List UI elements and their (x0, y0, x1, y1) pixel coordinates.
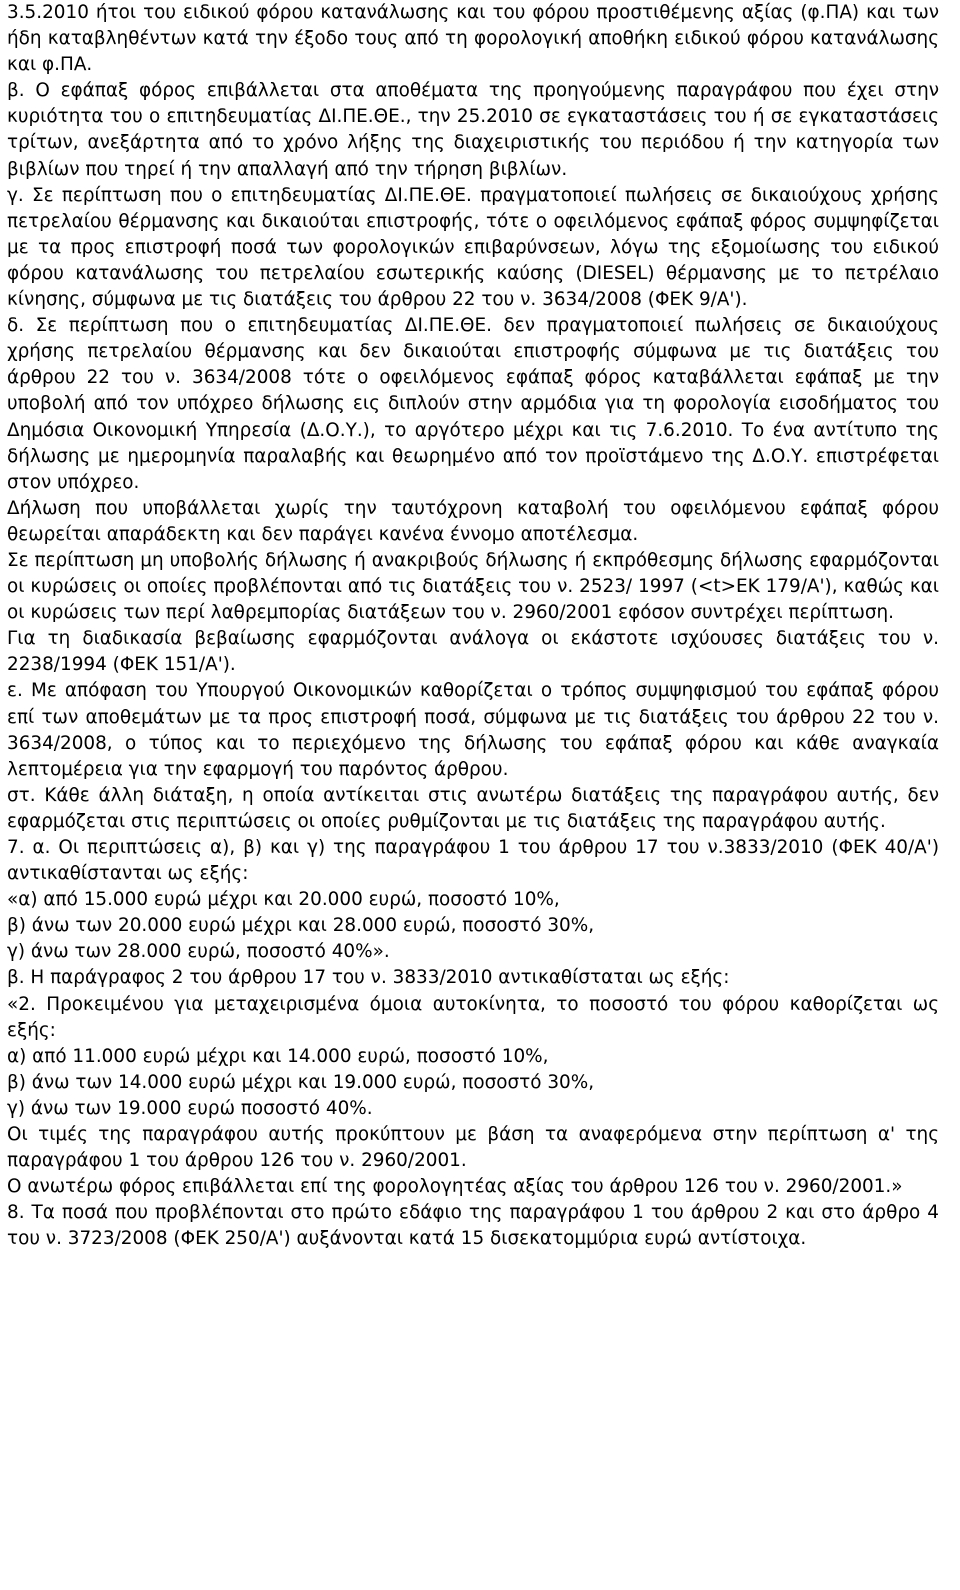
list-item-7b-b: β) άνω των 14.000 ευρώ μέχρι και 19.000 ευρώ, ποσοστό 30%, (7, 1071, 595, 1093)
paragraph-8: 8. Τα ποσά που προβλέπονται στο πρώτο εδάφιο της παραγράφου 1 του άρθρου 2 και στο άρθρο 4 του ν. 3723/2008 (ΦΕΚ 250/Α') αυξάνονται κατά 15 δισεκατομμύρια ευρώ αντίστοιχα. (7, 1202, 939, 1250)
list-item-7a-a: «α) από 15.000 ευρώ μέχρι και 20.000 ευρώ, ποσοστό 10%, (7, 889, 560, 911)
paragraph-e: ε. Με απόφαση του Υπουργού Οικονομικών καθορίζεται ο τρόπος συμψηφισμού του εφάπαξ φόρου επί των αποθεμάτων με τα προς επιστροφή ποσά, σύμφωνα με τις διατάξεις του άρθρου 22 του ν. 3634/2008, ο τύπος και το περιεχόμενο της δήλωσης του εφάπαξ φόρου και κάθε αναγκαία λεπτομέρεια για την εφαρμογή του παρόντος άρθρου. (7, 680, 939, 780)
paragraph-sanctions: Σε περίπτωση μη υποβολής δήλωσης ή ανακριβούς δήλωσης ή εκπρόθεσμης δήλωσης εφαρμόζονται οι κυρώσεις οι οποίες προβλέπονται από τις διατάξεις του ν. 2523/ 1997 (<t>ΕΚ 179/Α'), καθώς και οι κυρώσεις των περί λαθρεμπορίας διατάξεων του ν. 2960/2001 εφόσον συντρέχει περίπτωση. (7, 549, 939, 624)
list-item-7b-c: γ) άνω των 19.000 ευρώ ποσοστό 40%. (7, 1097, 373, 1119)
paragraph-st: στ. Κάθε άλλη διάταξη, η οποία αντίκειται στις ανωτέρω διατάξεις της παραγράφου αυτής, δεν εφαρμόζεται στις περιπτώσεις οι οποίες ρυθμίζονται με τις διατάξεις της παραγράφου αυτής. (7, 784, 939, 832)
list-item-7b-a: α) από 11.000 ευρώ μέχρι και 14.000 ευρώ, ποσοστό 10%, (7, 1045, 549, 1067)
paragraph-prices: Οι τιμές της παραγράφου αυτής προκύπτουν με βάση τα αναφερόμενα στην περίπτωση α' της παραγράφου 1 του άρθρου 126 του ν. 2960/2001. (7, 1124, 939, 1172)
paragraph-tax-base: Ο ανωτέρω φόρος επιβάλλεται επί της φορολογητέας αξίας του άρθρου 126 του ν. 2960/2001.» (7, 1176, 903, 1198)
paragraph-continuation: 3.5.2010 ήτοι του ειδικού φόρου κατανάλωσης και του φόρου προστιθέμενης αξίας (φ.ΠΑ) και των ήδη καταβληθέντων κατά την έξοδο τους από τη φορολογική αποθήκη ειδικού φόρου κατανάλωσης και φ.ΠΑ. (7, 2, 939, 76)
paragraph-7b-2: «2. Προκειμένου για μεταχειρισμένα όμοια αυτοκίνητα, το ποσοστό του φόρου καθορίζεται ως εξής: (7, 993, 939, 1041)
paragraph-procedure: Για τη διαδικασία βεβαίωσης εφαρμόζονται ανάλογα οι εκάστοτε ισχύουσες διατάξεις του ν. 2238/1994 (ΦΕΚ 151/Α'). (7, 628, 939, 676)
paragraph-declaration: Δήλωση που υποβάλλεται χωρίς την ταυτόχρονη καταβολή του οφειλόμενου εφάπαξ φόρου θεωρείται απαράδεκτη και δεν παράγει κανένα έννομο αποτέλεσμα. (7, 497, 939, 545)
paragraph-7a: 7. α. Οι περιπτώσεις α), β) και γ) της παραγράφου 1 του άρθρου 17 του ν.3833/2010 (ΦΕΚ 40/Α') αντικαθίστανται ως εξής: (7, 837, 939, 885)
paragraph-c: γ. Σε περίπτωση που ο επιτηδευματίας ΔΙ.ΠΕ.ΘΕ. πραγματοποιεί πωλήσεις σε δικαιούχους χρήσης πετρελαίου θέρμανσης και δικαιούται επιστροφής, τότε ο οφειλόμενος εφάπαξ φόρος συμψηφίζεται με τα προς επιστροφή ποσά των φορολογικών επιβαρύνσεων, λόγω της εξομοίωσης του ειδικού φόρου κατανάλωσης του πετρελαίου εσωτερικής καύσης (DIESEL) θέρμανσης με το πετρέλαιο κίνησης, σύμφωνα με τις διατάξεις του άρθρου 22 του ν. 3634/2008 (ΦΕΚ 9/Α'). (7, 184, 939, 311)
paragraph-7b: β. Η παράγραφος 2 του άρθρου 17 του ν. 3833/2010 αντικαθίσταται ως εξής: (7, 967, 730, 989)
list-item-7a-b: β) άνω των 20.000 ευρώ μέχρι και 28.000 ευρώ, ποσοστό 30%, (7, 915, 595, 937)
paragraph-b: β. Ο εφάπαξ φόρος επιβάλλεται στα αποθέματα της προηγούμενης παραγράφου που έχει στην κυριότητα του ο επιτηδευματίας ΔΙ.ΠΕ.ΘΕ., την 25.2010 σε εγκαταστάσεις του ή σε εγκαταστάσεις τρίτων, ανεξάρτητα από το χρόνο λήξης της διαχειριστικής του περιόδου ή την κατηγορία των βιβλίων που τηρεί ή την απαλλαγή από την τήρηση βιβλίων. (7, 80, 939, 180)
list-item-7a-c: γ) άνω των 28.000 ευρώ, ποσοστό 40%». (7, 941, 390, 963)
paragraph-d: δ. Σε περίπτωση που ο επιτηδευματίας ΔΙ.ΠΕ.ΘΕ. δεν πραγματοποιεί πωλήσεις σε δικαιούχους χρήσης πετρελαίου θέρμανσης και δεν δικαιούται επιστροφής σύμφωνα με τις διατάξεις του άρθρου 22 του ν. 3634/2008 τότε ο οφειλόμενος εφάπαξ φόρος καταβάλλεται εφάπαξ με την υποβολή από τον υπόχρεο δήλωσης εις διπλούν στην αρμόδια για τη φορολογία εισοδήματος του Δημόσια Οικονομική Υπηρεσία (Δ.Ο.Υ.), το αργότερο μέχρι και τις 7.6.2010. Το ένα αντίτυπο της δήλωσης με ημερομηνία παραλαβής και θεωρημένο από τον προϊστάμενο της Δ.Ο.Υ. επιστρέφεται στον υπόχρεο. (7, 315, 939, 493)
